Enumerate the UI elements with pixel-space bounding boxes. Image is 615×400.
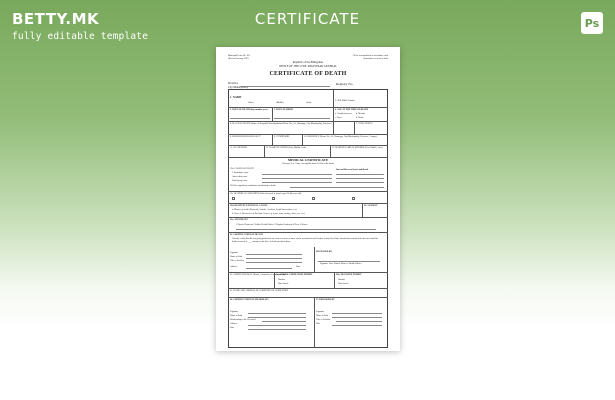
autopsy-label: 20. AUTOPSY	[364, 205, 378, 207]
prepared-title-label: Title or Position	[316, 319, 331, 321]
name-print-label: Name in Print	[230, 256, 243, 258]
cause-other: II. Other significant conditions contributing to death	[230, 185, 276, 187]
prepared-signature-label: Signature	[316, 311, 325, 313]
field-religion: 8. RELIGION/RELIGIOUS SECT	[230, 136, 261, 138]
field-civil-status: 7. CIVIL STATUS	[356, 123, 373, 125]
page-title: CERTIFICATE	[254, 10, 361, 28]
field-first: (First)	[248, 102, 254, 104]
informant-relationship-label: Relationship to the Deceased	[230, 319, 256, 321]
cause-immediate: I. Immediate cause	[232, 172, 249, 174]
cause-underlying: Underlying cause	[232, 180, 248, 182]
office-line: OFFICE OF THE CIVIL REGISTRAR GENERAL	[278, 65, 338, 68]
field-mother: 13. MAIDEN NAME OF MOTHER (First, Middle, Last)	[332, 147, 383, 149]
cause-antecedent: Antecedent cause	[232, 176, 248, 178]
informant-signature-label: Signature	[230, 311, 239, 313]
province-label: Province	[228, 82, 238, 85]
attendant-label: 21a. ATTENDANT	[230, 219, 248, 221]
field-last: (Last)	[306, 102, 312, 104]
interval-label: Interval Between Onset and Death	[336, 169, 369, 171]
certification-label: 22. CERTIFICATION OF DEATH	[230, 234, 263, 236]
brand-logo: BETTY.MK	[12, 10, 100, 28]
field-years: a. Completed years	[335, 113, 352, 115]
burial-date-issued-label: Date Issued	[278, 283, 289, 285]
field-name: 1. NAME	[230, 96, 242, 99]
burial-number-label: Number	[278, 279, 286, 281]
reviewed-by-label: REVIEWED BY:	[316, 251, 333, 253]
certification-text: I hereby certify that the foregoing particulars are correct as near as same can be ascertained and I further certify that I have attended/not attended the deceased and that death occurred at ____ am/pm on the date of death specified above.	[232, 238, 378, 243]
photoshop-icon: Ps	[581, 12, 603, 34]
cemetery-label: 25. NAME AND ADDRESS OF CEMETERY OR CREMATORY	[230, 290, 289, 292]
prepared-name-label: Name in Print	[316, 315, 329, 317]
field-hours: d. Hours	[356, 117, 364, 119]
place-occurrence-label: b. Place of Occurrence of External Cause (e.g. home, farm, factory, street, sea, etc.)	[232, 213, 305, 215]
title-position-label: Title or Position	[230, 260, 245, 262]
medical-certificate-heading: MEDICAL CERTIFICATE	[287, 158, 329, 162]
field-place-of-death: 6. PLACE OF DEATH (Name of Hospital/Clinic/Institution/House No., St., Barangay, City/Municipality, Province)	[230, 123, 332, 125]
address-label: Address	[230, 266, 238, 268]
field-date-of-birth: 5. DATE OF BIRTH	[274, 109, 294, 111]
field-residence: 10. RESIDENCE (House No., St., Barangay, City/Municipality, Province, Country)	[304, 136, 378, 138]
maternal-condition-label: 19c. MATERNAL CONDITION (If the deceased is female aged 15-49 years old)	[230, 193, 302, 195]
external-causes-label: 19d. DEATH BY EXTERNAL CAUSES	[230, 205, 268, 207]
transfer-number-label: Number	[338, 279, 346, 281]
prepared-by-label: 27. PREPARED BY	[316, 299, 335, 301]
field-age: 4. AGE AT THE TIME OF DEATH	[335, 109, 369, 111]
document-title: CERTIFICATE OF DEATH	[269, 71, 347, 77]
burial-permit-label: 24a. BURIAL/CREMATION PERMIT	[276, 274, 313, 276]
transfer-permit-label: 24b. TRANSFER PERMIT	[336, 274, 362, 276]
informant-label: 26. CERTIFICATION OF INFORMANT	[230, 299, 269, 301]
informant-date-label: Date	[230, 327, 235, 329]
reviewed-signature: Signature Over Printed Name of Health Officer	[320, 263, 362, 265]
field-occupation: 11. OCCUPATION	[230, 147, 247, 149]
attendant-options: 1 Private Physician 2 Public Health Officer 3 Hospital Authority 4 None 5 Others	[236, 224, 308, 226]
city-label: City/Municipality	[228, 86, 249, 89]
republic-line: Republic of the Philippines	[292, 61, 324, 64]
field-middle: (Middle)	[276, 102, 284, 104]
certificate-document	[216, 47, 400, 351]
field-sex: 2. SEX (Male/Female)	[335, 100, 355, 102]
field-citizenship: 9. CITIZENSHIP	[274, 136, 290, 138]
causes-of-death-label: 19b. CAUSES OF DEATH	[230, 168, 254, 170]
field-months: b. Months	[356, 113, 365, 115]
instructions-note-2: instructions on reverse side)	[363, 58, 388, 60]
prepared-date-label: Date	[316, 323, 321, 325]
field-father: 12. NAME OF FATHER (First, Middle, Last)	[266, 147, 307, 149]
field-date-of-death: 3. DATE OF DEATH (day, month, year)	[230, 109, 268, 111]
signature-label: Signature	[230, 252, 239, 254]
instructions-note-1: (To be accomplished in accordance with	[352, 55, 388, 57]
date-label: Date	[296, 266, 301, 268]
informant-name-label: Name in Print	[230, 315, 243, 317]
form-revised: (Revised January 2007)	[228, 58, 249, 60]
tagline: fully editable template	[12, 31, 149, 42]
field-days: c. Days	[335, 117, 342, 119]
transfer-date-issued-label: Date Issued	[338, 283, 349, 285]
informant-address-label: Address	[230, 323, 238, 325]
registry-label: Registry No.	[336, 82, 354, 86]
corpse-disposal-label: 23. CORPSE DISPOSAL (Burial, Cremation, if others, specify)	[230, 274, 286, 276]
form-number: Municipal Form No. 103	[228, 55, 250, 57]
manner-of-death-label: a. Manner of death (Homicide, Suicide, Accident, Legal Intervention, etc.)	[232, 209, 298, 211]
medical-certificate-sub: (For ages 0 to 7 days, accomplish items 14-19a at the back)	[281, 163, 334, 165]
